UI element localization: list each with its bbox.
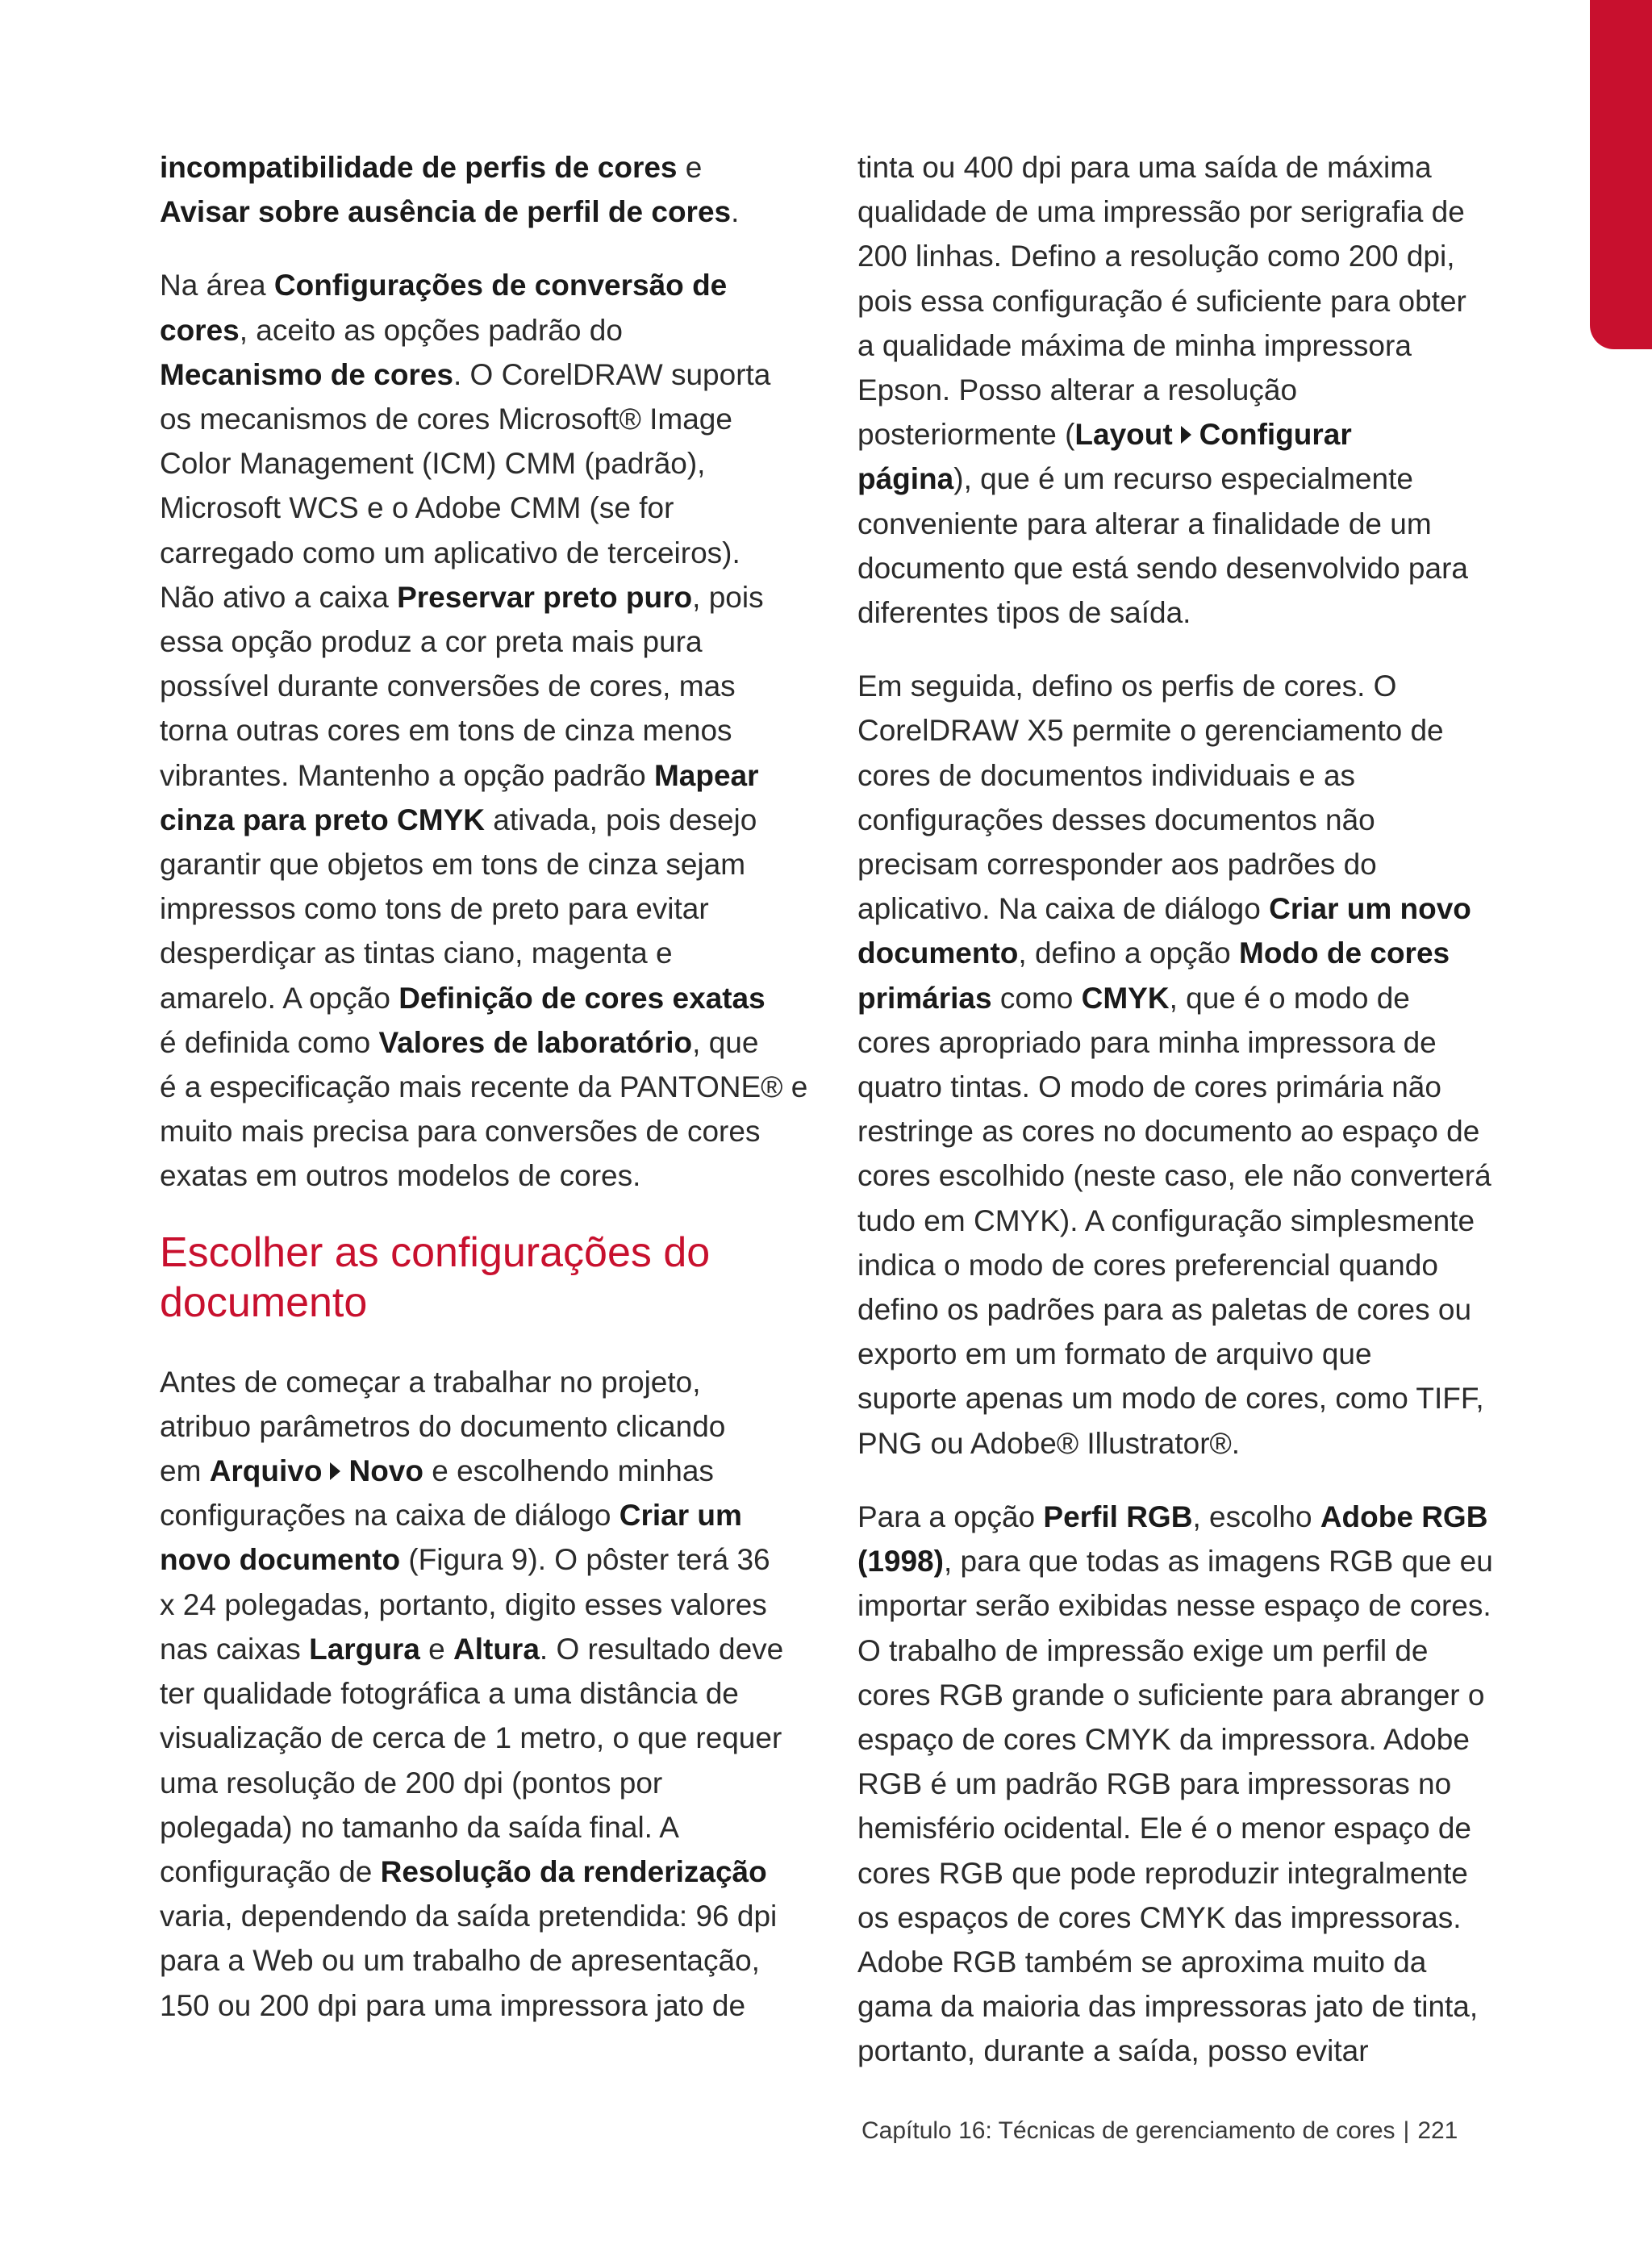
menu-arrow-icon [1181, 426, 1191, 444]
text-line: carregado como um aplicativo de terceiros). [160, 536, 740, 569]
text-line: essa opção produz a cor preta mais pura [160, 625, 703, 659]
text-line: precisam corresponder aos padrões do [857, 848, 1377, 882]
text-line: atribuo parâmetros do documento clicando [160, 1409, 726, 1443]
text-line: cores, aceito as opções padrão do [160, 313, 623, 347]
page-number: 221 [1417, 2117, 1458, 2144]
text-line: Microsoft WCS e o Adobe CMM (se for [160, 491, 674, 525]
text-line: em Arquivo Novo e escolhendo minhas [160, 1454, 714, 1488]
text-line: vibrantes. Mantenho a opção padrão Mapear [160, 758, 759, 792]
paragraph-document-settings [160, 1360, 793, 2028]
text-line: Mecanismo de cores. O CorelDRAW suporta [160, 357, 771, 391]
text-line: Antes de começar a trabalhar no projeto, [160, 1365, 701, 1399]
paragraph-resolution [857, 145, 1491, 635]
footer-separator: | [1403, 2117, 1410, 2144]
chapter-tab [1590, 0, 1652, 349]
text-line: ter qualidade fotográfica a uma distância de [160, 1677, 739, 1711]
text-line: hemisfério ocidental. Ele é o menor espaço de [857, 1812, 1471, 1846]
text-line: diferentes tipos de saída. [857, 596, 1191, 630]
text-line: qualidade de uma impressão por serigrafia de [857, 195, 1465, 229]
text-line: varia, dependendo da saída pretendida: 96 dpi [160, 1900, 778, 1933]
text-line: Em seguida, defino os perfis de cores. O [857, 669, 1397, 703]
text-line: muito mais precisa para conversões de cores [160, 1115, 761, 1149]
paragraph-color-profiles [857, 664, 1491, 1466]
text-line: suporte apenas um modo de cores, como TIFF, [857, 1382, 1484, 1416]
text-line: página), que é um recurso especialmente [857, 462, 1413, 496]
text-line: configuração de Resolução da renderização [160, 1854, 767, 1888]
text-line: novo documento (Figura 9). O pôster terá 36 [160, 1543, 770, 1577]
page-footer [861, 2117, 1458, 2145]
text-line: espaço de cores CMYK da impressora. Adobe [857, 1722, 1470, 1756]
text-line: polegada) no tamanho da saída final. A [160, 1810, 679, 1844]
text-line: nas caixas Largura e Altura. O resultado deve [160, 1632, 784, 1666]
text-line: Avisar sobre ausência de perfil de cores. [160, 195, 740, 229]
text-line: configurações na caixa de diálogo Criar um [160, 1499, 742, 1533]
text-line: RGB é um padrão RGB para impressoras no [857, 1767, 1452, 1801]
text-line: cores de documentos individuais e as [857, 758, 1356, 792]
text-line: amarelo. A opção Definição de cores exatas [160, 981, 766, 1015]
text-line: é a especificação mais recente da PANTONE® e [160, 1070, 808, 1104]
text-line: documento, defino a opção Modo de cores [857, 936, 1450, 970]
text-line: portanto, durante a saída, posso evitar [857, 2034, 1369, 2068]
text-line: uma resolução de 200 dpi (pontos por [160, 1766, 663, 1800]
text-line: impressos como tons de preto para evitar [160, 892, 709, 926]
menu-arrow-icon [330, 1462, 340, 1480]
left-column [160, 145, 808, 2057]
text-line: cinza para preto CMYK ativada, pois desejo [160, 803, 757, 836]
paragraph-profile-warnings [160, 145, 793, 234]
text-line: possível durante conversões de cores, mas [160, 669, 736, 703]
text-line: Para a opção Perfil RGB, escolho Adobe RGB [857, 1499, 1488, 1533]
text-line: posteriormente (Layout Configurar [857, 418, 1352, 452]
text-line: os mecanismos de cores Microsoft® Image [160, 402, 732, 436]
text-line: x 24 polegadas, portanto, digito esses valores [160, 1587, 767, 1621]
text-line: visualização de cerca de 1 metro, o que requer [160, 1721, 782, 1755]
text-line: documento que está sendo desenvolvido para [857, 551, 1468, 585]
text-line: conveniente para alterar a finalidade de um [857, 507, 1432, 540]
text-line: aplicativo. Na caixa de diálogo Criar um novo [857, 892, 1471, 926]
right-column [857, 145, 1491, 2103]
text-line: indica o modo de cores preferencial quando [857, 1248, 1438, 1282]
text-line: Na área Configurações de conversão de [160, 269, 728, 302]
section-heading: Escolher as configurações do documento [160, 1228, 711, 1326]
text-line: para a Web ou um trabalho de apresentação, [160, 1944, 760, 1978]
text-line: cores RGB grande o suficiente para abranger o [857, 1678, 1485, 1712]
text-line: Color Management (ICM) CMM (padrão), [160, 447, 706, 481]
text-line: 150 ou 200 dpi para uma impressora jato de [160, 1988, 746, 2022]
text-line: PNG ou Adobe® Illustrator®. [857, 1426, 1241, 1460]
text-line: exporto em um formato de arquivo que [857, 1337, 1372, 1371]
text-line: CorelDRAW X5 permite o gerenciamento de [857, 714, 1444, 748]
text-line: desperdiçar as tintas ciano, magenta e [160, 936, 673, 970]
text-line: cores escolhido (neste caso, ele não converterá [857, 1159, 1491, 1193]
text-line: cores RGB que pode reproduzir integralmente [857, 1856, 1468, 1890]
text-line: defino os padrões para as paletas de cores ou [857, 1293, 1472, 1327]
text-line: (1998), para que todas as imagens RGB que eu [857, 1545, 1493, 1579]
text-line: é definida como Valores de laboratório, que [160, 1025, 759, 1059]
text-line: primárias como CMYK, que é o modo de [857, 981, 1410, 1015]
text-line: torna outras cores em tons de cinza menos [160, 714, 732, 748]
text-line: Não ativo a caixa Preservar preto puro, pois [160, 580, 764, 614]
text-line: 200 linhas. Defino a resolução como 200 dpi, [857, 240, 1455, 273]
text-line: O trabalho de impressão exige um perfil de [857, 1633, 1429, 1667]
text-line: pois essa configuração é suficiente para obter [857, 284, 1466, 318]
text-line: quatro tintas. O modo de cores primária não [857, 1070, 1441, 1104]
text-line: tudo em CMYK). A configuração simplesmente [857, 1203, 1475, 1237]
text-line: gama da maioria das impressoras jato de tinta, [857, 1990, 1479, 2024]
chapter-title: Capítulo 16: Técnicas de gerenciamento de cores [861, 2117, 1395, 2144]
text-line: exatas em outros modelos de cores. [160, 1159, 641, 1193]
text-line: tinta ou 400 dpi para uma saída de máxima [857, 151, 1432, 184]
text-line: garantir que objetos em tons de cinza sejam [160, 848, 746, 882]
text-line: importar serão exibidas nesse espaço de cores. [857, 1589, 1491, 1623]
text-line: os espaços de cores CMYK das impressoras. [857, 1900, 1462, 1934]
text-line: Epson. Posso alterar a resolução [857, 373, 1298, 407]
text-line: incompatibilidade de perfis de cores e [160, 151, 703, 184]
paragraph-conversion-settings [160, 263, 808, 1198]
text-line: cores apropriado para minha impressora de [857, 1025, 1437, 1059]
text-line: Adobe RGB também se aproxima muito da [857, 1945, 1427, 1979]
text-line: configurações desses documentos não [857, 803, 1375, 836]
paragraph-rgb-profile [857, 1495, 1491, 2074]
text-line: a qualidade máxima de minha impressora [857, 328, 1412, 362]
text-line: restringe as cores no documento ao espaço de [857, 1115, 1480, 1149]
